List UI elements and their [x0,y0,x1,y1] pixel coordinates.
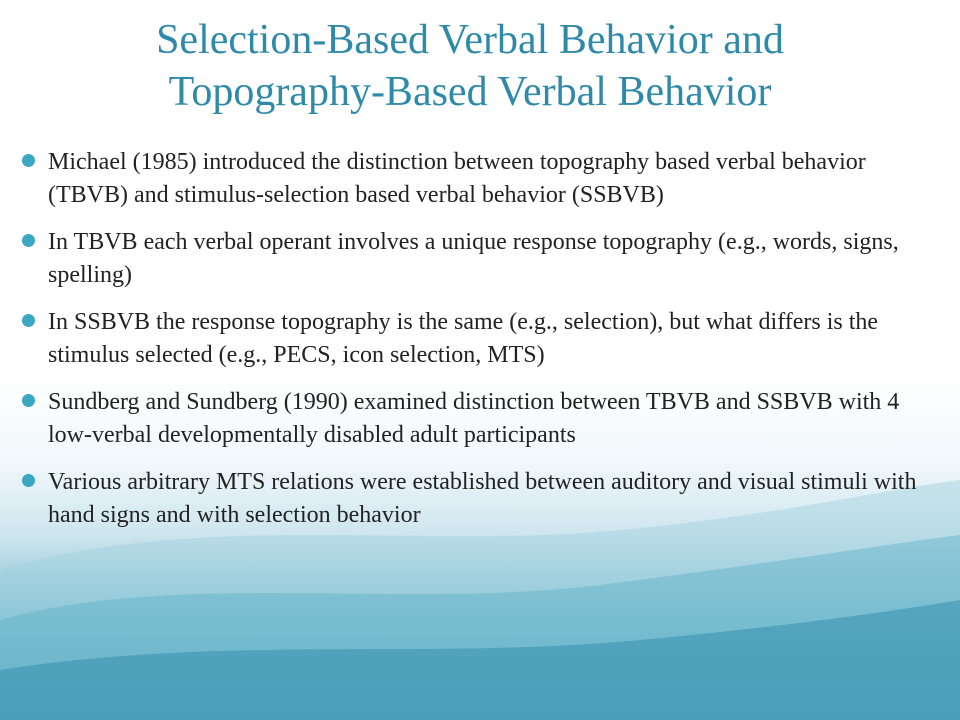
bullet-item [14,386,944,452]
circle-bullet-icon [22,474,35,487]
bullet-item [14,146,944,212]
circle-bullet-icon [22,234,35,247]
circle-bullet-icon [22,394,35,407]
bullet-text: In SSBVB the response topography is the same (e.g., selection), but what differs is the stimulus selected (e.g., PECS, icon selection, MTS) [48,309,879,368]
circle-bullet-icon [22,154,35,167]
bullet-item [14,466,944,532]
bullet-text: In TBVB each verbal operant involves a unique response topography (e.g., words, signs, spelling) [48,229,899,288]
circle-bullet-icon [22,314,35,327]
bullet-item [14,306,944,372]
slide-title-line-2: Topography-Based Verbal Behavior [168,69,772,115]
bullet-text: Sundberg and Sundberg (1990) examined distinction between TBVB and SSBVB with 4 low-verbal developmentally disabled adult participants [48,389,900,448]
bullet-text: Michael (1985) introduced the distinction between topography based verbal behavior (TBVB) and stimulus-selection based verbal behavior (SSBVB) [48,149,866,208]
bullet-text: Various arbitrary MTS relations were established between auditory and visual stimuli with hand signs and with selection behavior [48,469,917,528]
bullet-list [14,146,944,532]
slide-title [40,14,900,118]
slide-title-line-1: Selection-Based Verbal Behavior and [156,17,784,63]
bullet-item [14,226,944,292]
